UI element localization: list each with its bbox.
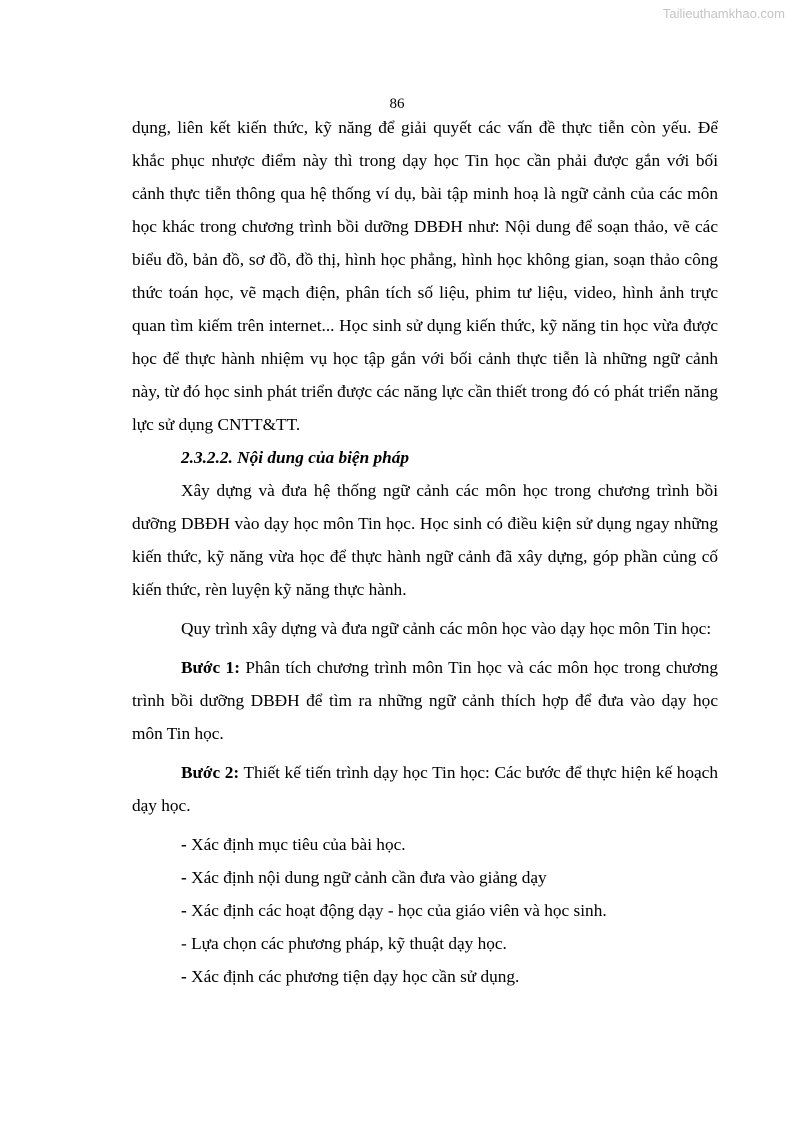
paragraph-content: Xây dựng và đưa hệ thống ngữ cảnh các môn học trong chương trình bồi dưỡng DBĐH vào dạy học môn Tin học. Học sinh có điều kiện sử dụng ngay những kiến thức, kỹ năng vừa học để thực hành ngữ cảnh đã xây dựng, góp phần củng cố kiến thức, rèn luyện kỹ năng thực hành.: [132, 481, 718, 599]
list-item: [132, 927, 718, 960]
step-2-text: Thiết kế tiến trình dạy học Tin học: Các bước để thực hiện kế hoạch dạy học.: [132, 763, 718, 815]
list-dash: -: [181, 835, 187, 854]
step-2-label: Bước 2:: [181, 763, 240, 782]
paragraph-intro: dụng, liên kết kiến thức, kỹ năng để giải quyết các vấn đề thực tiễn còn yếu. Để khắc phục nhược điểm này thì trong dạy học Tin học cần phải được gắn với bối cảnh thực tiễn thông qua hệ thống ví dụ, bài tập minh hoạ là ngữ cảnh của các môn học khác trong chương trình bồi dưỡng DBĐH như: Nội dung để soạn thảo, vẽ các biểu đồ, bản đồ, sơ đồ, đồ thị, hình học phẳng, hình học không gian, soạn thảo công thức toán học, vẽ mạch điện, phân tích số liệu, phim tư liệu, video, hình ảnh trực quan tìm kiếm trên internet... Học sinh sử dụng kiến thức, kỹ năng tin học vừa được học để thực hành nhiệm vụ học tập gắn với bối cảnh thực tiễn là những ngữ cảnh này, từ đó học sinh phát triển được các năng lực cần thiết trong đó có phát triển năng lực sử dụng CNTT&TT.: [132, 118, 718, 434]
list-item-text: Xác định mục tiêu của bài học.: [186, 835, 406, 854]
list-dash: -: [181, 868, 187, 887]
document-body: [132, 111, 718, 993]
step-1-label: Bước 1:: [181, 658, 240, 677]
list-dash: -: [181, 967, 187, 986]
list-item-text: Xác định các hoạt động dạy - học của giáo viên và học sinh.: [186, 901, 607, 920]
watermark-text: Tailieuthamkhao.com: [662, 6, 785, 21]
step-1-text: Phân tích chương trình môn Tin học và các môn học trong chương trình bồi dưỡng DBĐH để tìm ra những ngữ cảnh thích hợp để đưa vào dạy học môn Tin học.: [132, 658, 719, 743]
list-item: [132, 960, 718, 993]
section-heading: 2.3.2.2. Nội dung của biện pháp: [181, 448, 410, 467]
step-1: [132, 651, 718, 750]
list-item-text: Xác định các phương tiện dạy học cần sử dụng.: [186, 967, 520, 986]
list-item: [132, 861, 718, 894]
step-2: [132, 756, 718, 822]
list-item-text: Lựa chọn các phương pháp, kỹ thuật dạy học.: [186, 934, 507, 953]
list-dash: -: [181, 934, 187, 953]
page-number: 86: [389, 96, 405, 112]
list-item: [132, 894, 718, 927]
list-item-text: Xác định nội dung ngữ cảnh cần đưa vào giảng dạy: [186, 868, 547, 887]
paragraph-process: Quy trình xây dựng và đưa ngữ cảnh các môn học vào dạy học môn Tin học:: [181, 619, 712, 638]
list-dash: -: [181, 901, 187, 920]
list-item: [132, 828, 718, 861]
